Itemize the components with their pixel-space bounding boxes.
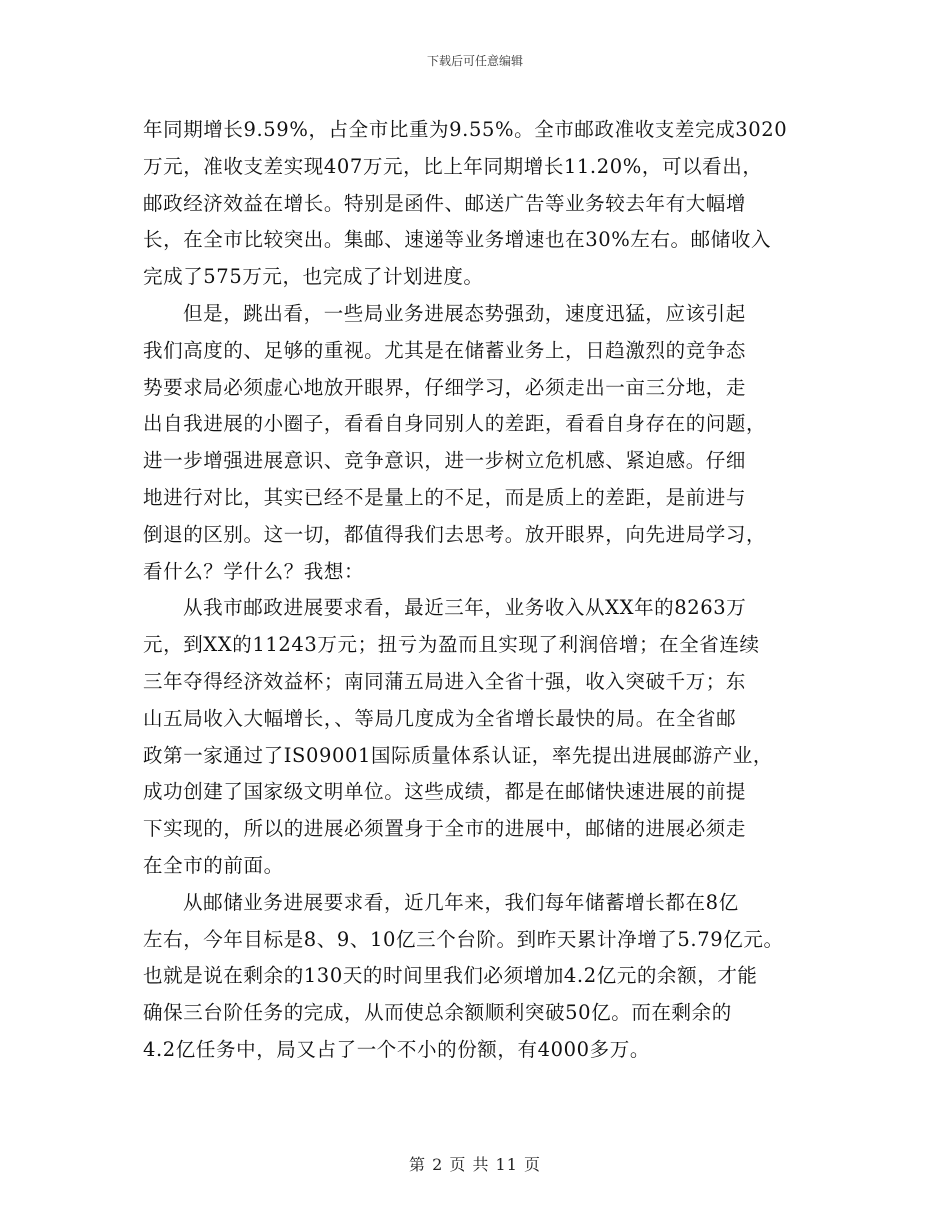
text-line: 势要求局必须虚心地放开眼界，仔细学习，必须走出一亩三分地，走: [143, 375, 747, 399]
text-line: 在全市的前面。: [143, 853, 284, 877]
text-line: 确保三台阶任务的完成，从而使总余额顺利突破50亿。而在剩余的: [143, 1001, 732, 1025]
text-line: 元，到XX的11243万元；扭亏为盈而且实现了利润倍增；在全省连续: [143, 633, 760, 657]
text-line: 山五局收入大幅增长，、等局几度成为全省增长最快的局。在全省邮: [143, 706, 737, 730]
text-line: 邮政经济效益在增长。特别是函件、邮送广告等业务较去年有大幅增: [143, 191, 747, 215]
paragraph-1: [143, 112, 815, 296]
text-line: 地进行对比，其实已经不是量上的不足，而是质上的差距，是前进与: [143, 485, 747, 509]
text-line: 看什么？学什么？我想：: [143, 559, 365, 583]
text-line: 出自我进展的小圈子，看看自身同别人的差距，看看自身存在的问题，: [143, 412, 767, 436]
text-line: 万元，准收支差实现407万元，比上年同期增长11.20%，可以看出，: [143, 154, 763, 178]
text-line: 进一步增强进展意识、竞争意识，进一步树立危机感、紧迫感。仔细: [143, 449, 747, 473]
text-line: 下实现的，所以的进展必须置身于全市的进展中，邮储的进展必须走: [143, 817, 747, 841]
text-line: 左右，今年目标是8、9、10亿三个台阶。到昨天累计净增了5.79亿元。: [143, 927, 784, 951]
text-line: 倒退的区别。这一切，都值得我们去思考。放开眼界，向先进局学习，: [143, 522, 767, 546]
text-line: 年同期增长9.59%，占全市比重为9.55%。全市邮政准收支差完成3020: [143, 118, 788, 141]
paragraph-2: [143, 296, 815, 590]
document-body: [143, 112, 815, 1069]
text-line: 政第一家通过了IS09001国际质量体系认证，率先提出进展邮游产业，: [143, 743, 773, 767]
text-line: 成功创建了国家级文明单位。这些成绩，都是在邮储快速进展的前提: [143, 780, 747, 804]
text-line: 完成了575万元，也完成了计划进度。: [143, 265, 484, 289]
page-number: 第 2 页 共 11 页: [409, 1155, 541, 1174]
text-line: 我们高度的、足够的重视。尤其是在储蓄业务上，日趋激烈的竞争态: [143, 338, 747, 362]
text-line: 也就是说在剩余的130天的时间里我们必须增加4.2亿元的余额，才能: [143, 964, 758, 988]
page-header: 下载后可任意编辑: [426, 54, 523, 68]
text-line: 从我市邮政进展要求看，最近三年，业务收入从XX年的8263万: [183, 596, 747, 620]
paragraph-4: [143, 885, 815, 1069]
text-line: 长，在全市比较突出。集邮、速递等业务增速也在30%左右。邮储收入: [143, 228, 772, 252]
text-line: 三年夺得经济效益杯；南同蒲五局进入全省十强，收入突破千万；东: [143, 669, 747, 693]
paragraph-3: [143, 590, 815, 884]
text-line: 4.2亿任务中，局又占了一个不小的份额，有4000多万。: [143, 1037, 650, 1061]
text-line: 但是，跳出看，一些局业务进展态势强劲，速度迅猛，应该引起: [183, 301, 746, 325]
text-line: 从邮储业务进展要求看，近几年来，我们每年储蓄增长都在8亿: [183, 890, 739, 914]
